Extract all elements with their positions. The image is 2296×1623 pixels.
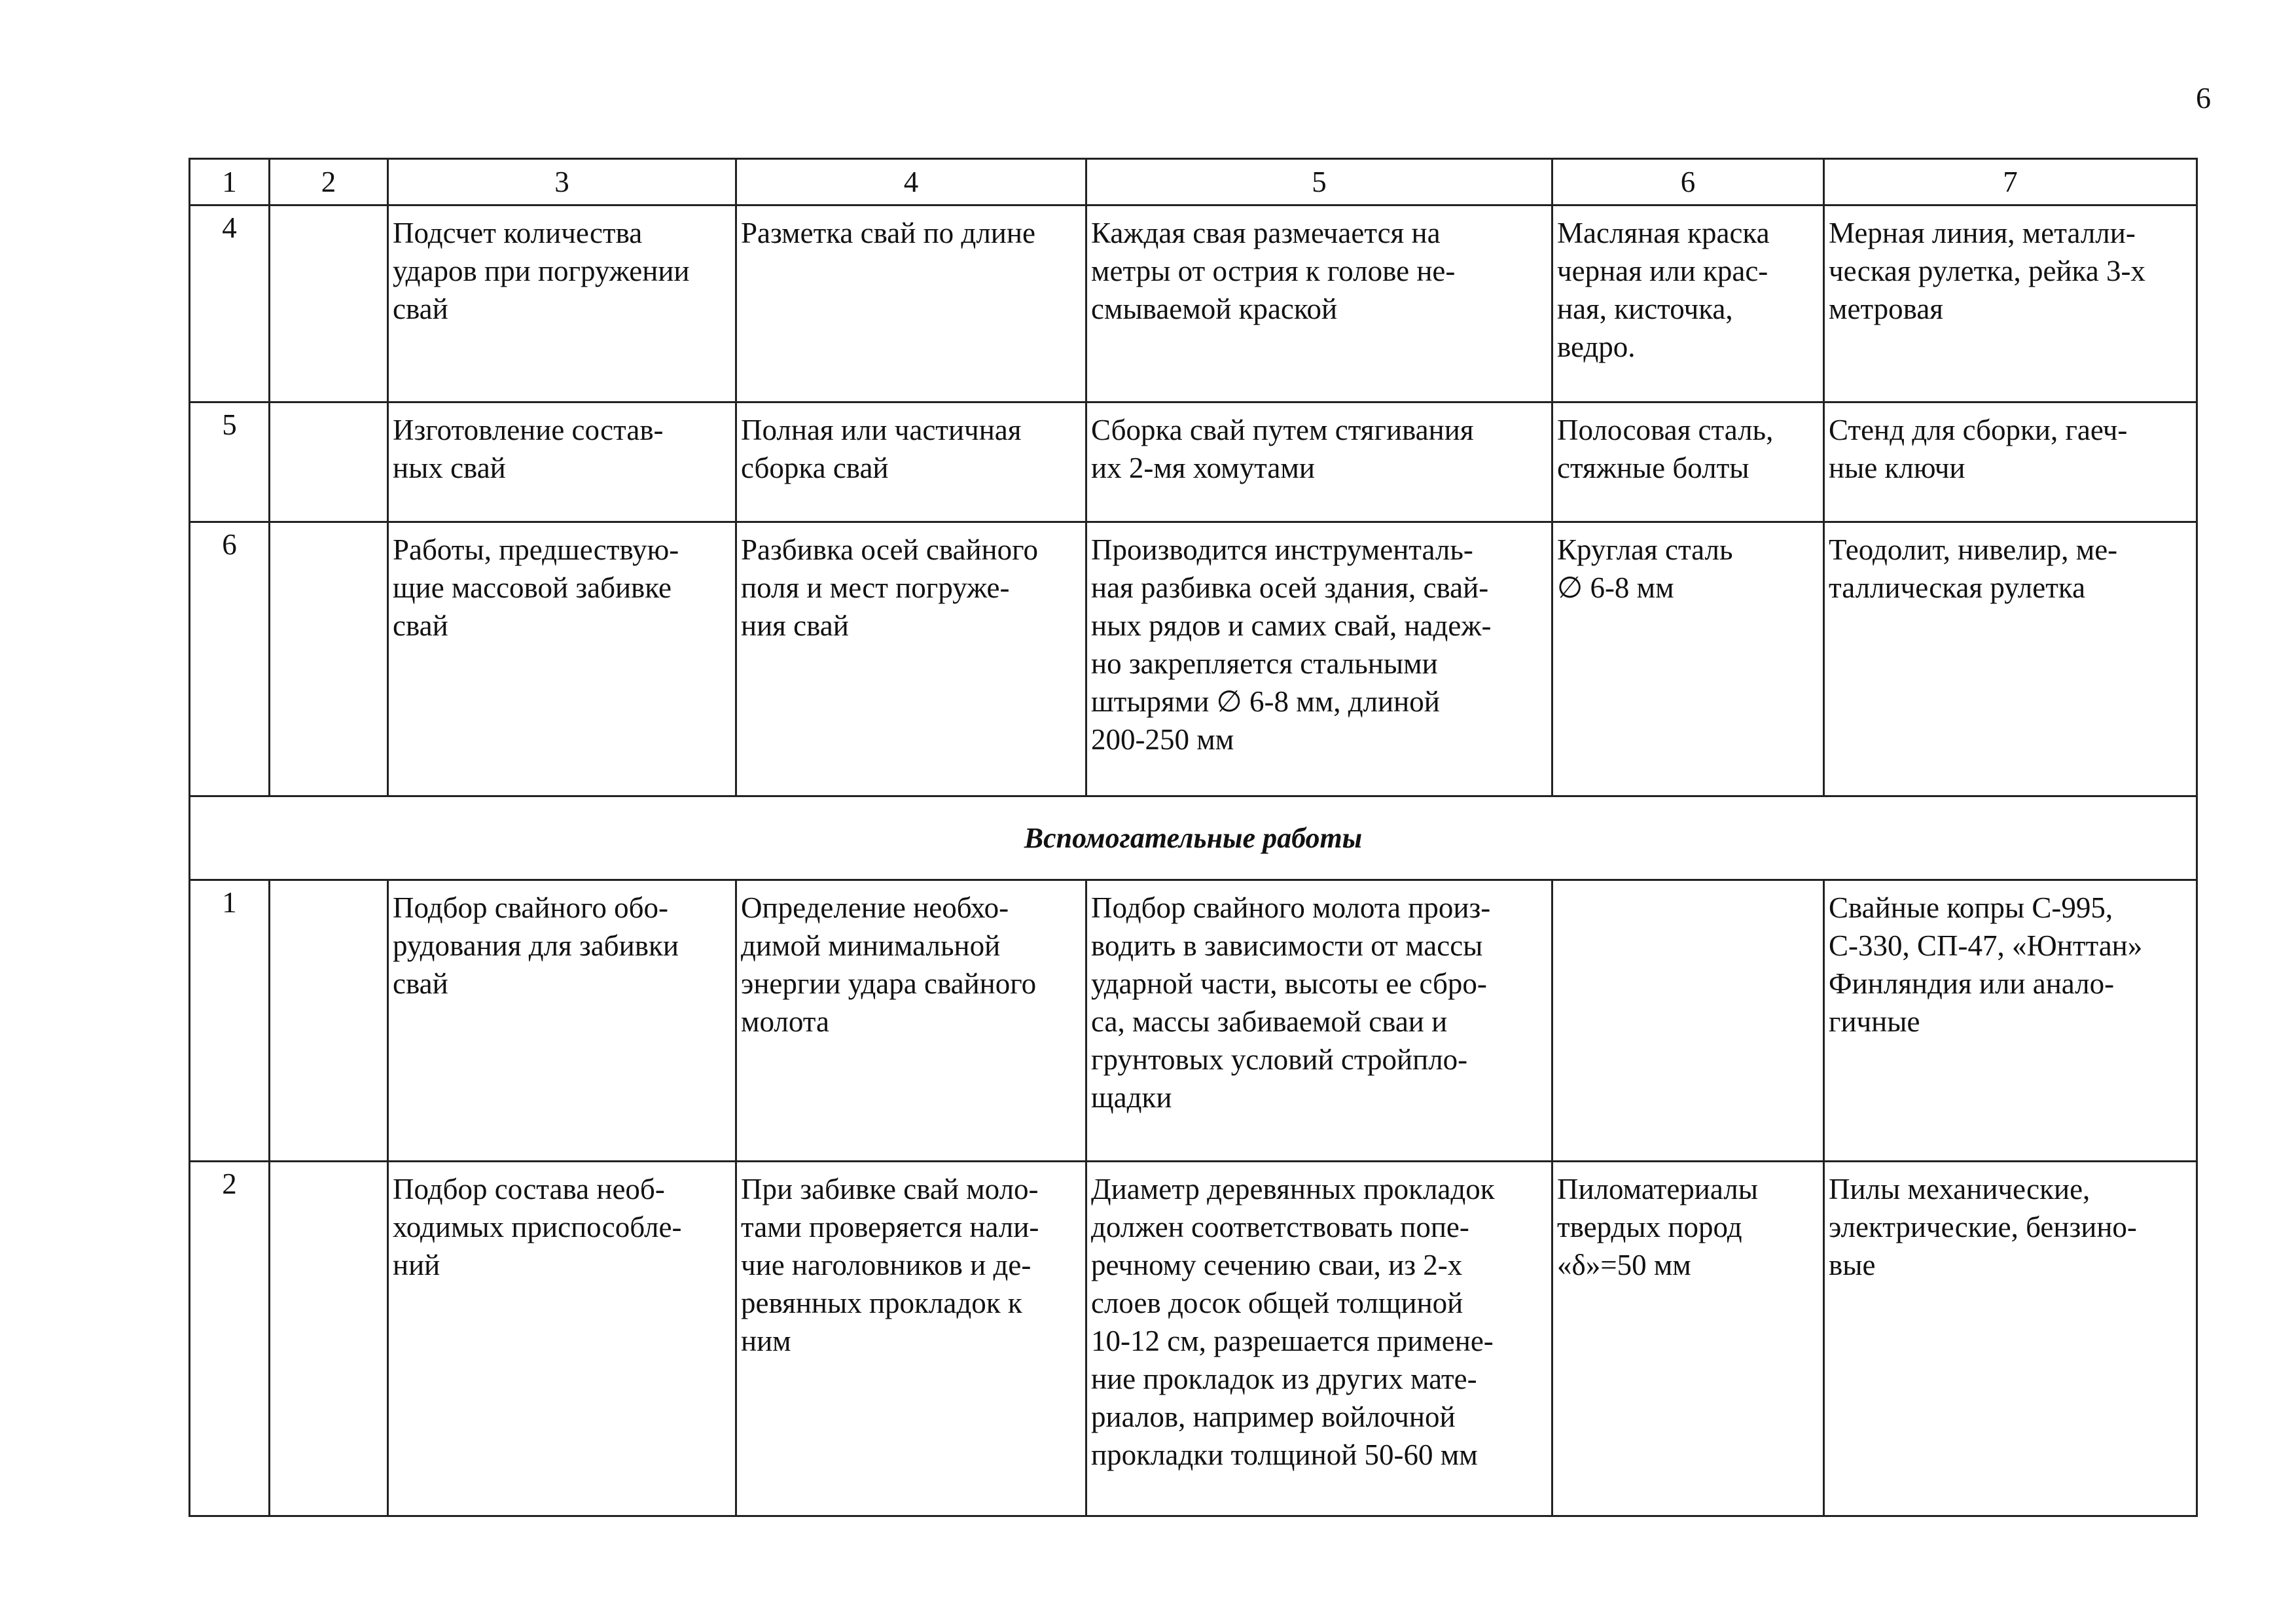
work-name-cell xyxy=(388,522,736,796)
cell-line: ний xyxy=(393,1249,440,1281)
description-cell xyxy=(1086,880,1552,1162)
cell-line: ударов при погружении xyxy=(393,255,690,287)
cell-line: вые xyxy=(1829,1249,1876,1281)
cell-line: Подбор свайного молота произ- xyxy=(1091,891,1491,924)
cell-line: Сборка свай путем стягивания xyxy=(1091,414,1474,446)
table-row xyxy=(190,205,2197,402)
header-cell-6: 6 xyxy=(1552,159,1824,205)
cell-line: Диаметр деревянных прокладок xyxy=(1091,1173,1495,1205)
work-name-cell xyxy=(388,1162,736,1516)
cell-line: сборка свай xyxy=(741,452,889,484)
operation-cell xyxy=(736,880,1086,1162)
cell-line: Изготовление состав- xyxy=(393,414,664,446)
description-cell xyxy=(1086,205,1552,402)
cell-line: са, массы забиваемой сваи и xyxy=(1091,1005,1448,1038)
row-col2 xyxy=(270,205,388,402)
cell-line: Подбор состава необ- xyxy=(393,1173,665,1205)
cell-line: метры от острия к голове не- xyxy=(1091,255,1456,287)
cell-line: штырями ∅ 6-8 мм, длиной xyxy=(1091,685,1440,718)
row-number: 1 xyxy=(190,880,270,1162)
table-row xyxy=(190,402,2197,522)
row-number: 6 xyxy=(190,522,270,796)
table-row xyxy=(190,522,2197,796)
cell-line: ная разбивка осей здания, свай- xyxy=(1091,571,1489,604)
cell-line: С-330, СП-47, «Юнттан» xyxy=(1829,929,2143,962)
cell-line: Производится инструменталь- xyxy=(1091,533,1473,566)
operation-cell xyxy=(736,1162,1086,1516)
row-col2 xyxy=(270,522,388,796)
header-cell-4: 4 xyxy=(736,159,1086,205)
cell-line: ная, кисточка, xyxy=(1557,293,1733,325)
cell-line: ческая рулетка, рейка 3-х xyxy=(1829,255,2145,287)
cell-line: Подбор свайного обо- xyxy=(393,891,668,924)
cell-line: ∅ 6-8 мм xyxy=(1557,571,1674,604)
page-number: 6 xyxy=(2196,81,2211,115)
cell-line: гичные xyxy=(1829,1005,1920,1038)
tools-cell xyxy=(1824,205,2197,402)
cell-line: их 2-мя хомутами xyxy=(1091,452,1315,484)
row-number: 2 xyxy=(190,1162,270,1516)
cell-line: черная или крас- xyxy=(1557,255,1768,287)
header-cell-7: 7 xyxy=(1824,159,2197,205)
work-name-cell xyxy=(388,205,736,402)
cell-line: Разметка свай по длине xyxy=(741,217,1035,249)
cell-line: Свайные копры С-995, xyxy=(1829,891,2113,924)
cell-line: таллическая рулетка xyxy=(1829,571,2086,604)
cell-line: водить в зависимости от массы xyxy=(1091,929,1483,962)
description-cell xyxy=(1086,402,1552,522)
cell-line: ревянных прокладок к xyxy=(741,1287,1022,1319)
cell-line: рудования для забивки xyxy=(393,929,679,962)
cell-line: чие наголовников и де- xyxy=(741,1249,1031,1281)
cell-line: Стенд для сборки, гаеч- xyxy=(1829,414,2128,446)
materials-cell xyxy=(1552,1162,1824,1516)
work-name-cell xyxy=(388,880,736,1162)
cell-line: ходимых приспособле- xyxy=(393,1211,682,1243)
cell-line: ных свай xyxy=(393,452,506,484)
cell-line: Подсчет количества xyxy=(393,217,643,249)
tools-cell xyxy=(1824,402,2197,522)
row-col2 xyxy=(270,1162,388,1516)
cell-line: Разбивка осей свайного xyxy=(741,533,1038,566)
cell-line: энергии удара свайного xyxy=(741,967,1037,1000)
cell-line: свай xyxy=(393,967,448,1000)
cell-line: слоев досок общей толщиной xyxy=(1091,1287,1463,1319)
cell-line: должен соответствовать попе- xyxy=(1091,1211,1469,1243)
cell-line: молота xyxy=(741,1005,829,1038)
cell-line: стяжные болты xyxy=(1557,452,1749,484)
row-col2 xyxy=(270,402,388,522)
cell-line: свай xyxy=(393,293,448,325)
cell-line: щие массовой забивке xyxy=(393,571,672,604)
row-number: 5 xyxy=(190,402,270,522)
cell-line: Пиломатериалы xyxy=(1557,1173,1758,1205)
cell-line: Мерная линия, металли- xyxy=(1829,217,2136,249)
cell-line: ных рядов и самих свай, надеж- xyxy=(1091,609,1492,642)
cell-line: Круглая сталь xyxy=(1557,533,1733,566)
cell-line: ные ключи xyxy=(1829,452,1965,484)
row-number: 4 xyxy=(190,205,270,402)
cell-line: метровая xyxy=(1829,293,1943,325)
materials-cell xyxy=(1552,880,1824,1162)
table-row xyxy=(190,1162,2197,1516)
cell-line: грунтовых условий стройпло- xyxy=(1091,1043,1468,1076)
header-cell-2: 2 xyxy=(270,159,388,205)
section-title: Вспомогательные работы xyxy=(190,796,2197,880)
cell-line: Полосовая сталь, xyxy=(1557,414,1774,446)
cell-line: Масляная краска xyxy=(1557,217,1770,249)
cell-line: Полная или частичная xyxy=(741,414,1022,446)
cell-line: Определение необхо- xyxy=(741,891,1009,924)
cell-line: поля и мест погруже- xyxy=(741,571,1010,604)
materials-cell xyxy=(1552,402,1824,522)
materials-cell xyxy=(1552,205,1824,402)
tools-cell xyxy=(1824,1162,2197,1516)
header-cell-5: 5 xyxy=(1086,159,1552,205)
work-name-cell xyxy=(388,402,736,522)
table-row xyxy=(190,880,2197,1162)
section-row xyxy=(190,796,2197,880)
cell-line: речному сечению сваи, из 2-х xyxy=(1091,1249,1463,1281)
description-cell xyxy=(1086,522,1552,796)
cell-line: Теодолит, нивелир, ме- xyxy=(1829,533,2118,566)
cell-line: ния свай xyxy=(741,609,849,642)
cell-line: электрические, бензино- xyxy=(1829,1211,2137,1243)
cell-line: но закрепляется стальными xyxy=(1091,647,1438,680)
cell-line: твердых пород xyxy=(1557,1211,1742,1243)
cell-line: «δ»=50 мм xyxy=(1557,1249,1691,1281)
header-cell-3: 3 xyxy=(388,159,736,205)
cell-line: Финляндия или анало- xyxy=(1829,967,2115,1000)
cell-line: 200-250 мм xyxy=(1091,723,1234,756)
operation-cell xyxy=(736,402,1086,522)
cell-line: димой минимальной xyxy=(741,929,1001,962)
cell-line: Работы, предшествую- xyxy=(393,533,679,566)
cell-line: 10-12 см, разрешается примене- xyxy=(1091,1325,1494,1357)
cell-line: ведро. xyxy=(1557,330,1636,363)
cell-line: тами проверяется нали- xyxy=(741,1211,1039,1243)
cell-line: прокладки толщиной 50-60 мм xyxy=(1091,1438,1478,1471)
materials-cell xyxy=(1552,522,1824,796)
cell-line: ние прокладок из других мате- xyxy=(1091,1363,1477,1395)
cell-line: ним xyxy=(741,1325,791,1357)
operation-cell xyxy=(736,522,1086,796)
operation-cell xyxy=(736,205,1086,402)
table-header-row xyxy=(190,159,2197,205)
description-cell xyxy=(1086,1162,1552,1516)
cell-line: При забивке свай моло- xyxy=(741,1173,1039,1205)
cell-line: Каждая свая размечается на xyxy=(1091,217,1441,249)
cell-line: свай xyxy=(393,609,448,642)
cell-line: ударной части, высоты ее сбро- xyxy=(1091,967,1487,1000)
cell-line: риалов, например войлочной xyxy=(1091,1400,1456,1433)
works-table xyxy=(188,158,2198,1517)
tools-cell xyxy=(1824,880,2197,1162)
header-cell-1: 1 xyxy=(190,159,270,205)
tools-cell xyxy=(1824,522,2197,796)
row-col2 xyxy=(270,880,388,1162)
cell-line: Пилы механические, xyxy=(1829,1173,2090,1205)
cell-line: смываемой краской xyxy=(1091,293,1338,325)
cell-line: щадки xyxy=(1091,1081,1172,1114)
